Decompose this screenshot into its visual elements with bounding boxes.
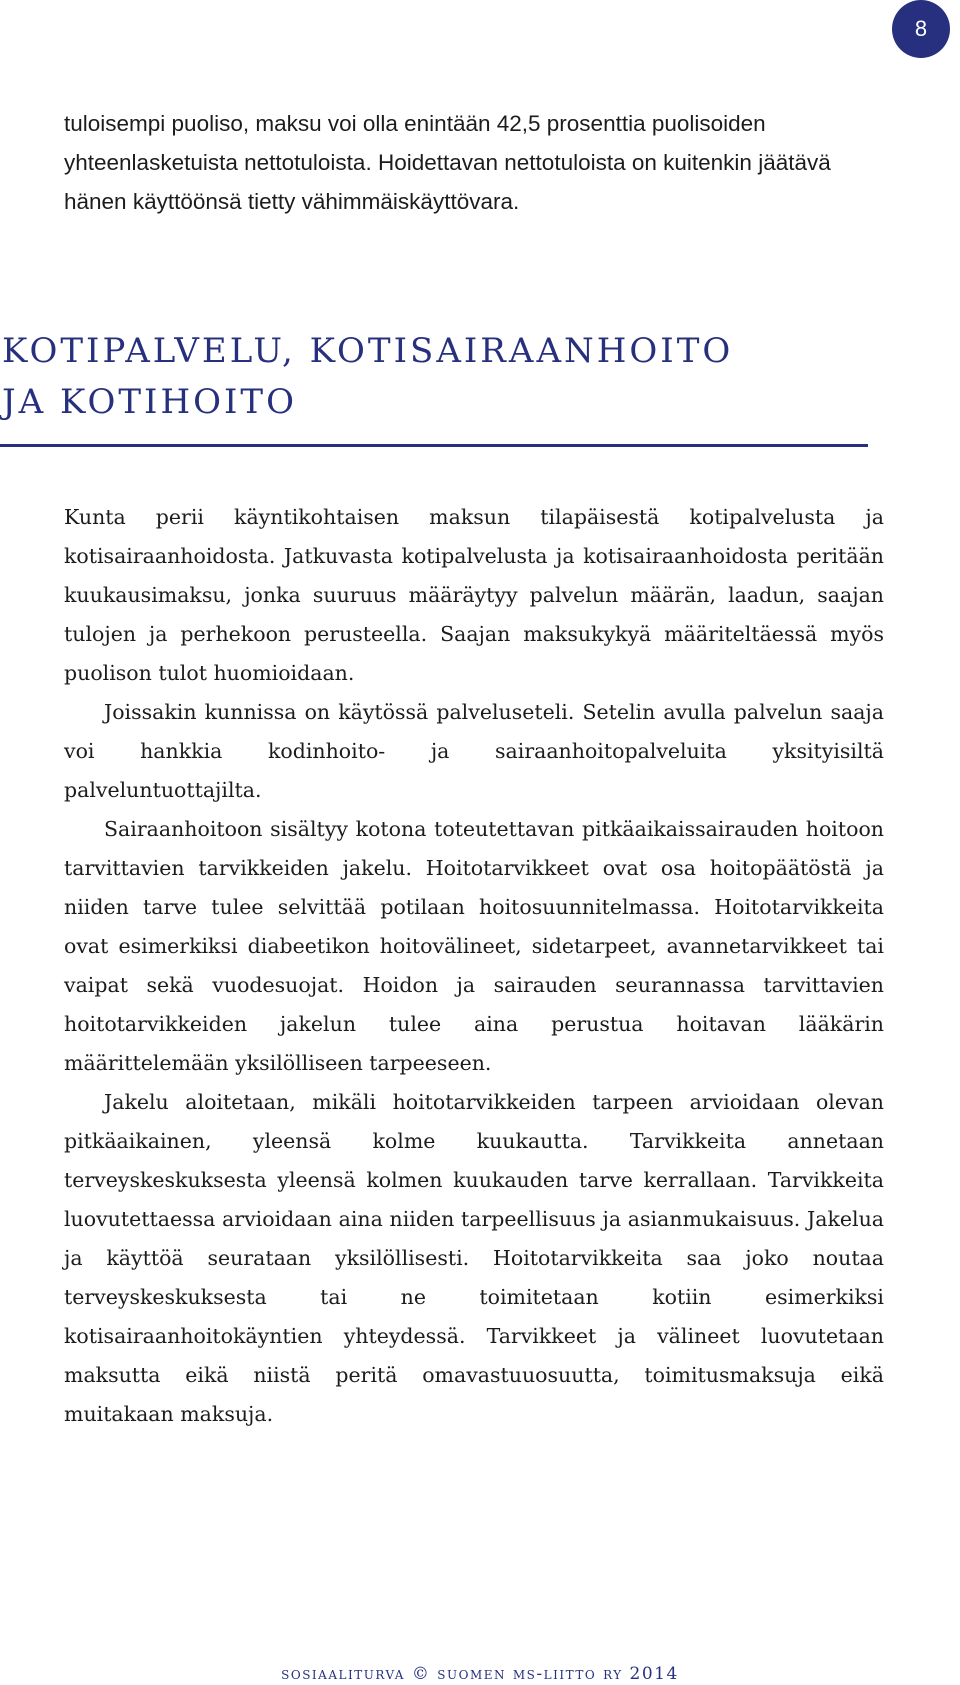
section-heading-line-1: KOTIPALVELU, KOTISAIRAANHOITO xyxy=(2,331,734,371)
section-heading-line-2: JA KOTIHOITO xyxy=(2,382,297,422)
body-paragraph-3: Sairaanhoitoon sisältyy kotona toteutettavan pitkäaikaissairauden hoitoon tarvittavien tarvikkeiden jakelu. Hoitotarvikkeet ovat osa hoitopäätöstä ja niiden tarve tulee selvittää potilaan hoitosuunnitelmassa. Hoitotarvikkeita ovat esimerkiksi diabeetikon hoitovälineet, sidetarpeet, avannetarvikkeet tai vaipat sekä vuodesuojat. Hoidon ja sairauden seurannassa tarvittavien hoitotarvikkeiden jakelun tulee aina perustua hoitavan lääkärin määrittelemään yksilölliseen tarpeeseen. xyxy=(64,817,884,1075)
heading-divider xyxy=(0,444,868,447)
section-body xyxy=(64,498,884,1434)
page-footer: sosiaaliturva © suomen ms-liitto ry 2014 xyxy=(281,1664,679,1684)
body-paragraph-4: Jakelu aloitetaan, mikäli hoitotarvikkeiden tarpeen arvioidaan olevan pitkäaikainen, yleensä kolme kuukautta. Tarvikkeita annetaan terveyskeskuksesta yleensä kolmen kuukauden tarve kerrallaan. Tarvikkeita luovutettaessa arvioidaan aina niiden tarpeellisuus ja asianmukaisuus. Jakelua ja käyttöä seurataan yksilöllisesti. Hoitotarvikkeita saa joko noutaa terveyskeskuksesta tai ne toimitetaan kotiin esimerkiksi kotisairaanhoitokäyntien yhteydessä. Tarvikkeet ja välineet luovutetaan maksutta eikä niistä peritä omavastuuosuutta, toimitusmaksuja eikä muitakaan maksuja. xyxy=(64,1090,884,1426)
section-heading xyxy=(2,326,862,428)
page-number-badge xyxy=(892,0,950,58)
body-paragraph-2: Joissakin kunnissa on käytössä palveluseteli. Setelin avulla palvelun saaja voi hankkia kodinhoito- ja sairaanhoitopalveluita yksityisiltä palveluntuottajilta. xyxy=(64,700,884,802)
intro-paragraph: tuloisempi puoliso, maksu voi olla enintään 42,5 prosenttia puolisoiden yhteenlasketuista nettotuloista. Hoidettavan nettotuloista on kuitenkin jäätävä hänen käyttöönsä tietty vähimmäiskäyttövara. xyxy=(64,111,831,214)
body-paragraph-1: Kunta perii käyntikohtaisen maksun tilapäisestä kotipalvelusta ja kotisairaanhoidosta. Jatkuvasta kotipalvelusta ja kotisairaanhoidosta peritään kuukausimaksu, jonka suuruus määräytyy palvelun määrän, laadun, saajan tulojen ja perhekoon perusteella. Saajan maksukykyä määriteltäessä myös puolison tulot huomioidaan. xyxy=(64,505,884,685)
page-number: 8 xyxy=(914,16,928,41)
